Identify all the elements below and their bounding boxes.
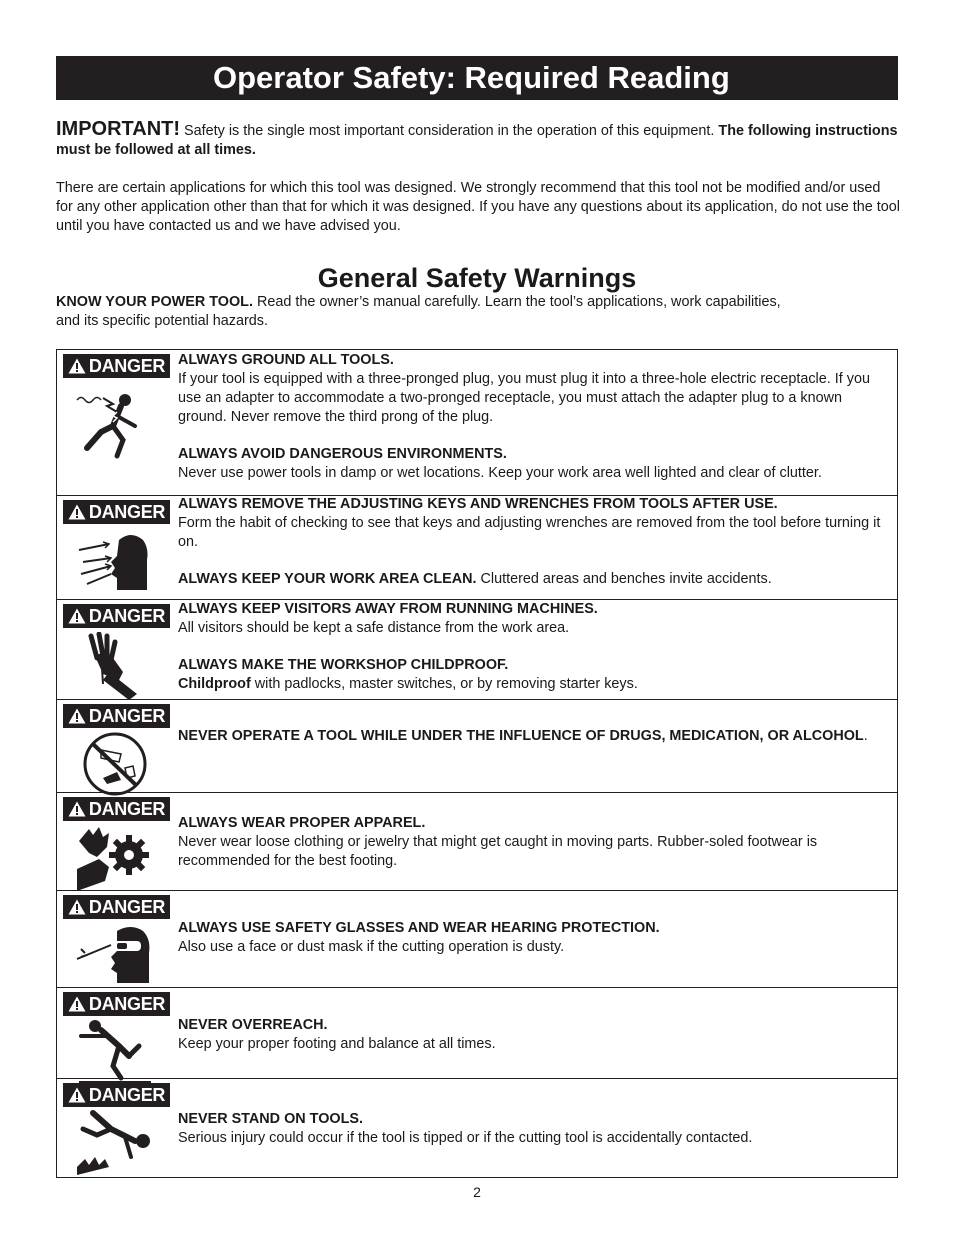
warnings-table [56,349,898,1178]
intro-section [56,120,901,236]
warning-row [57,350,897,495]
warning-body: Serious injury could occur if the tool is tipped or if the cutting tool is accidentally contacted. [178,1130,753,1146]
warning-text [178,495,893,589]
entanglement-gears-icon [73,823,157,893]
danger-badge [63,797,170,821]
safety-glasses-icon [73,919,157,989]
application-paragraph: There are certain applications for which this tool was designed. We strongly recommend that this tool not be modified and/or used for any other application other than that for which it was designed. If you have any questions about its application, do not use the tool until you have contacted us and we have advised you. [56,180,900,234]
no-drugs-alcohol-icon [73,728,157,798]
electric-shock-icon [73,390,157,460]
danger-badge [63,992,170,1016]
warning-body: Form the habit of checking to see that keys and adjusting wrenches are removed from the tool before turning it on. [178,515,881,550]
title-banner [56,56,898,100]
know-your-tool-paragraph [56,293,796,331]
hand-injury-icon [73,632,157,702]
warning-row [57,792,897,890]
danger-label: DANGER [88,896,166,917]
danger-badge [63,895,170,919]
warning-text [178,600,893,694]
slip-fall-icon [73,1016,157,1086]
warning-row [57,987,897,1078]
warning-triangle-icon [68,708,86,724]
danger-label: DANGER [88,501,166,522]
warning-body: Never wear loose clothing or jewelry that might get caught in moving parts. Rubber-soled footwear is recommended for the best footing. [178,834,818,869]
warning-row [57,1078,897,1177]
warning-row [57,599,897,699]
warning-text [178,1016,893,1054]
warning-body: If your tool is equipped with a three-pronged plug, you must plug it into a three-hole electric receptacle. If you use an adapter to accommodate a two-pronged receptacle, you must attach the adapter plug to a known ground. Never remove the third prong of the plug. [178,371,870,425]
warning-triangle-icon [68,358,86,374]
warning-row [57,699,897,792]
danger-badge [63,354,170,378]
warning-triangle-icon [68,504,86,520]
danger-label: DANGER [88,605,166,626]
warning-row [57,890,897,987]
warning-text [178,351,893,483]
falling-person-icon [73,1107,157,1177]
warning-text [178,919,893,957]
warning-body: Cluttered areas and benches invite accidents. [476,571,772,587]
warning-body-bold: Childproof [178,676,251,692]
warning-heading: ALWAYS USE SAFETY GLASSES AND WEAR HEARING PROTECTION. [178,920,660,936]
warning-triangle-icon [68,996,86,1012]
page-number: 2 [473,1184,481,1200]
danger-label: DANGER [88,355,166,376]
danger-label: DANGER [88,798,166,819]
warning-heading: ALWAYS MAKE THE WORKSHOP CHILDPROOF. [178,657,509,673]
danger-label: DANGER [88,993,166,1014]
warning-heading-tail: . [863,728,868,744]
warning-triangle-icon [68,801,86,817]
important-text: Safety is the single most important consideration in the operation of this equipment. [180,123,719,139]
warning-row [57,495,897,599]
danger-badge [63,604,170,628]
important-paragraph [56,120,901,160]
warning-triangle-icon [68,608,86,624]
danger-label: DANGER [88,1084,166,1105]
warning-body: Also use a face or dust mask if the cutting operation is dusty. [178,939,565,955]
warning-body: Never use power tools in damp or wet locations. Keep your work area well lighted and clear of clutter. [178,465,822,481]
warning-heading: ALWAYS KEEP VISITORS AWAY FROM RUNNING MACHINES. [178,601,598,617]
danger-label: DANGER [88,705,166,726]
warning-heading: NEVER OVERREACH. [178,1017,328,1033]
warning-text [178,1110,893,1148]
warning-heading: ALWAYS KEEP YOUR WORK AREA CLEAN. [178,571,477,587]
warning-heading: NEVER OPERATE A TOOL WHILE UNDER THE INFLUENCE OF DRUGS, MEDICATION, OR ALCOHOL [178,728,864,744]
page-title: Operator Safety: Required Reading [213,60,730,95]
warning-text [178,727,893,746]
important-label: IMPORTANT! [56,118,181,140]
warning-triangle-icon [68,899,86,915]
warning-heading: NEVER STAND ON TOOLS. [178,1111,363,1127]
warning-heading: ALWAYS REMOVE THE ADJUSTING KEYS AND WRENCHES FROM TOOLS AFTER USE. [178,496,778,512]
know-bold: KNOW YOUR POWER TOOL. [56,294,253,310]
warning-heading: ALWAYS WEAR PROPER APPAREL. [178,815,426,831]
flying-debris-icon [73,526,157,596]
danger-badge [63,1083,170,1107]
warning-triangle-icon [68,1087,86,1103]
warning-heading: ALWAYS GROUND ALL TOOLS. [178,352,394,368]
warning-body: with padlocks, master switches, or by removing starter keys. [250,676,638,692]
section-heading: General Safety Warnings [317,263,637,293]
danger-badge [63,500,170,524]
danger-badge [63,704,170,728]
know-text: Read the owner’s manual carefully. Learn the tool’s applications, work capabilities, and its specific potential hazards. [56,294,781,329]
warning-body: All visitors should be kept a safe distance from the work area. [178,620,570,636]
warning-heading: ALWAYS AVOID DANGEROUS ENVIRONMENTS. [178,446,507,462]
important-bold-text: The following instructions must be followed at all times. [56,123,898,158]
warning-body: Keep your proper footing and balance at all times. [178,1036,496,1052]
warning-text [178,814,893,871]
